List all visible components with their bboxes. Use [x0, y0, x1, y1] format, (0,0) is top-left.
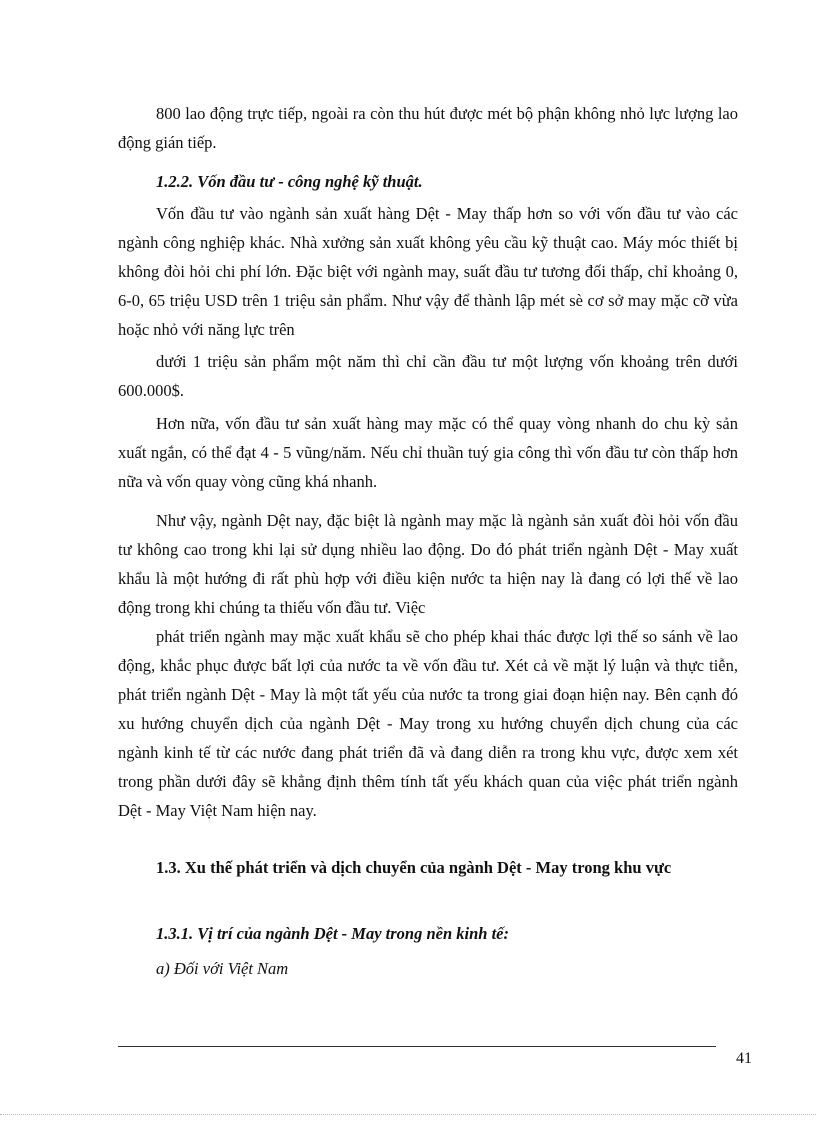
page-bottom-dotted-line	[0, 1114, 816, 1115]
section-heading-1-2-2: 1.2.2. Vốn đầu tư - công nghệ kỹ thuật.	[156, 172, 423, 191]
subsection-heading-a: a) Đối với Việt Nam	[156, 959, 289, 978]
paragraph-investment-cont: dưới 1 triệu sản phẩm một năm thì chỉ cần đầu tư một lượng vốn khoảng trên dưới 600.000$.	[118, 352, 738, 400]
section-heading-1-3: 1.3. Xu thế phát triển và dịch chuyển của ngành Dệt - May trong khu vực	[156, 858, 672, 877]
paragraph-turnover: Hơn nữa, vốn đầu tư sản xuất hàng may mặc có thể quay vòng nhanh do chu kỳ sản xuất ngắn, có thể đạt 4 - 5 vũng/năm. Nếu chỉ thuần tuý gia công thì vốn đầu tư còn thấp hơn nữa và vốn quay vòng cũng khá nhanh.	[118, 414, 738, 491]
paragraph-conclusion: Như vậy, ngành Dệt nay, đặc biệt là ngành may mặc là ngành sản xuất đòi hỏi vốn đầu tư không cao trong khi lại sử dụng nhiều lao động. Do đó phát triển ngành Dệt - May xuất khẩu là một hướng đi rất phù hợp với điều kiện nước ta hiện nay là đang có lợi thế về lao động trong khi chúng ta thiếu vốn đầu tư. Việc	[118, 511, 738, 617]
paragraph-conclusion-cont: phát triển ngành may mặc xuất khẩu sẽ cho phép khai thác được lợi thế so sánh về lao động, khắc phục được bất lợi của nước ta về vốn đầu tư. Xét cả về mặt lý luận và thực tiễn, phát triển ngành Dệt - May là một tất yếu của nước ta trong giai đoạn hiện nay. Bên cạnh đó xu hướng chuyển dịch của ngành Dệt - May trong xu hướng chuyển dịch chung của các ngành kinh tế từ các nước đang phát triển đã và đang diễn ra trong khu vực, được xem xét trong phần dưới đây sẽ khẳng định thêm tính tất yếu khách quan của việc phát triển ngành Dệt - May Việt Nam hiện nay.	[118, 627, 738, 820]
paragraph-continued: 800 lao động trực tiếp, ngoài ra còn thu hút được mét bộ phận không nhỏ lực lượng lao động gián tiếp.	[118, 104, 738, 152]
section-heading-1-3-1: 1.3.1. Vị trí của ngành Dệt - May trong nền kinh tế:	[156, 924, 509, 943]
footer-rule	[118, 1046, 716, 1047]
page-number: 41	[736, 1050, 752, 1067]
paragraph-investment: Vốn đầu tư vào ngành sản xuất hàng Dệt - May thấp hơn so với vốn đầu tư vào các ngành công nghiệp khác. Nhà xưởng sản xuất không yêu cầu kỹ thuật cao. Máy móc thiết bị không đòi hỏi chi phí lớn. Đặc biệt với ngành may, suất đầu tư tương đối thấp, chỉ khoảng 0, 6-0, 65 triệu USD trên 1 triệu sản phẩm. Như vậy để thành lập mét sè cơ sở may mặc cỡ vừa hoặc nhỏ với năng lực trên	[118, 204, 738, 339]
